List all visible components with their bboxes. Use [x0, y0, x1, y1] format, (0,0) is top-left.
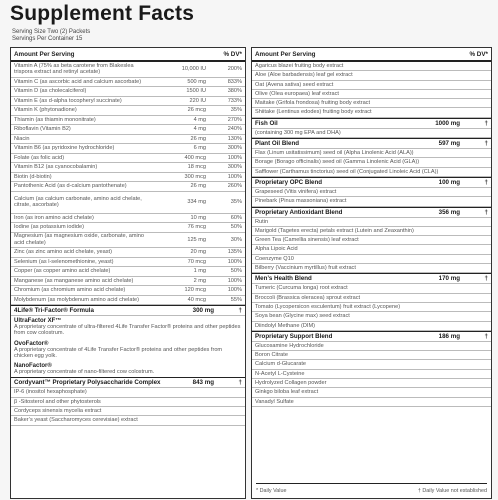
- ingredient-item: Hydrolyzed Collagen powder: [252, 379, 491, 388]
- nutrient-name: Zinc (as zinc amino acid chelate, yeast): [14, 249, 112, 256]
- nutrient-amount: 120 mcg: [184, 287, 206, 294]
- ingredient-item: Coenzyme Q10: [252, 255, 491, 264]
- nutrient-name: Thiamin (as thiamin mononitrate): [14, 116, 96, 123]
- ingredient-item: Ginkgo biloba leaf extract: [252, 388, 491, 397]
- nutrient-amount: 20 mg: [190, 249, 206, 256]
- nutrient-amount: 26 mcg: [187, 107, 206, 114]
- blend-dv: †: [484, 208, 488, 216]
- right-panel: [251, 47, 492, 499]
- nutrient-dv: 300%: [227, 145, 242, 152]
- nutrient-name: Calcium (as calcium carbonate, amino acid chelate, citrate, ascorbate): [14, 195, 142, 208]
- nutrient-amount: 10 mg: [190, 214, 206, 221]
- blend-amount: 186 mg: [438, 332, 460, 340]
- blend-name: Men’s Health Blend: [255, 275, 312, 283]
- nutrient-row: [11, 223, 245, 233]
- nutrient-name: Iodine (as potassium iodide): [14, 224, 84, 231]
- nutrient-amount: 26 mg: [190, 135, 206, 142]
- ingredient-item: Green Tea (Camellia sinensis) leaf extract: [252, 236, 491, 245]
- blend-dv: †: [484, 140, 488, 148]
- page-title: Supplement Facts: [10, 2, 195, 25]
- blend-amount: 1000 mg: [435, 119, 460, 127]
- ingredient-item: Broccoli (Brassica oleracea) sprout extract: [252, 294, 491, 303]
- nutrient-dv: 100%: [227, 287, 242, 294]
- nutrient-row: [11, 97, 245, 107]
- nutrient-name: Pantothenic Acid (as d-calcium pantothenate): [14, 183, 127, 190]
- nutrient-row: [11, 258, 245, 268]
- nutrient-amount: 26 mg: [190, 183, 206, 190]
- blend-dv: †: [238, 307, 242, 314]
- ingredient-item: Glucosamine Hydrochloride: [252, 342, 491, 351]
- nutrient-dv: 833%: [227, 78, 242, 85]
- ingredient-item: Bilberry (Vaccinium myrtillus) fruit extract: [252, 264, 491, 273]
- nutrient-dv: 50%: [230, 224, 242, 231]
- nutrient-name: Magnesium (as magnesium oxide, carbonate, amino acid chelate): [14, 233, 144, 246]
- nutrient-dv: 200%: [227, 66, 242, 73]
- ingredient-item: Diindolyl Methane (DIM): [252, 322, 491, 331]
- blend-dv: †: [484, 275, 488, 283]
- blend-name: Fish Oil: [255, 119, 278, 127]
- left-header: [11, 48, 245, 62]
- antioxidant-row: [252, 207, 491, 218]
- blend-amount: 597 mg: [438, 140, 460, 148]
- ingredient-item: Pinebark (Pinus massoniana) extract: [252, 197, 491, 206]
- antioxidant-items: [252, 218, 491, 274]
- blend-amount: 843 mg: [192, 379, 214, 387]
- blend-dv: †: [484, 178, 488, 186]
- ingredient-item: Borage (Borago officinalis) seed oil (Gamma Linolenic Acid (GLA)): [252, 158, 491, 167]
- nutrient-name: Vitamin A (75% as beta carotene from Blakeslea trispora extract and retinyl acetate): [14, 62, 134, 76]
- nutrient-row: [11, 116, 245, 126]
- opc-items: [252, 188, 491, 207]
- nutrient-row: [11, 135, 245, 145]
- blend-name: Proprietary OPC Blend: [255, 178, 323, 186]
- mens-health-items: [252, 284, 491, 330]
- nutrient-name: Vitamin D (as cholecalciferol): [14, 88, 87, 95]
- ingredient-title: UltraFactor XF™: [14, 318, 62, 324]
- nutrient-name: Iron (as iron amino acid chelate): [14, 214, 94, 221]
- dv-header: % DV*: [223, 50, 242, 58]
- ingredient-item: Maitake (Grifola frondosa) fruiting body extract: [252, 99, 491, 108]
- nutrient-name: Vitamin C (as ascorbic acid and calcium ascorbate): [14, 78, 142, 85]
- nutrient-amount: 220 IU: [189, 97, 206, 104]
- blend-name: 4Life® Tri-Factor® Formula: [14, 307, 94, 314]
- cordyvant-items: [11, 388, 245, 425]
- ingredient-item: Marigold (Tagetes erecta) petals extract (Lutein and Zeaxanthin): [252, 227, 491, 236]
- ingredient-item: Tomato (Lycopersicon esculentum) fruit extract (Lycopene): [252, 303, 491, 312]
- nutrient-name: Molybdenum (as molybdenum amino acid chelate): [14, 296, 139, 303]
- nutrient-amount: 4 mg: [193, 116, 206, 123]
- ingredient-item: Olive (Olea europaea) leaf extract: [252, 90, 491, 99]
- nutrient-dv: 130%: [227, 135, 242, 142]
- nutrient-name: Niacin: [14, 135, 30, 142]
- nutrient-row: [11, 87, 245, 97]
- ingredient-item: N-Acetyl L-Cysteine: [252, 370, 491, 379]
- nutrient-amount: 334 mg: [187, 199, 206, 205]
- tri-factor-items: [11, 316, 245, 377]
- nutrient-dv: 380%: [227, 88, 242, 95]
- nutrient-name: Riboflavin (Vitamin B2): [14, 126, 71, 133]
- blend-amount: 300 mg: [192, 307, 214, 314]
- blend-dv: †: [484, 119, 488, 127]
- blend-amount: 100 mg: [438, 178, 460, 186]
- serving-size: Serving Size Two (2) Packets: [12, 29, 91, 35]
- ingredient-item: Safflower (Carthamus tinctorius) seed oil (Conjugated Linoleic Acid (CLA)): [252, 168, 491, 177]
- nutrient-row: [11, 62, 245, 78]
- nutrient-dv: 100%: [227, 154, 242, 161]
- support-items: [252, 342, 491, 407]
- ingredient-item: Baker’s yeast (Saccharomyces cerevisiae) extract: [11, 416, 245, 425]
- nutrient-amount: 125 mg: [187, 236, 206, 243]
- nutrient-name: Manganese (as manganese amino acid chelate): [14, 277, 134, 284]
- nutrient-dv: 50%: [230, 268, 242, 275]
- plant-oil-row: [252, 138, 491, 149]
- nutrient-amount: 400 mcg: [184, 154, 206, 161]
- mens-health-row: [252, 273, 491, 284]
- fish-oil-sub: (containing 300 mg EPA and DHA): [252, 129, 491, 138]
- footnote-daily-value: * Daily Value: [256, 488, 287, 494]
- servings-per-container: Servings Per Container 15: [12, 36, 83, 42]
- ingredient-item: IP-6 (inositol hexaphosphate): [11, 388, 245, 397]
- nutrient-amount: 2 mg: [193, 277, 206, 284]
- nutrient-row: [11, 277, 245, 287]
- nutrient-dv: 260%: [227, 183, 242, 190]
- blend-name: Proprietary Support Blend: [255, 332, 333, 340]
- nutrient-row: [11, 144, 245, 154]
- nutrient-row: [11, 214, 245, 224]
- opc-row: [252, 177, 491, 188]
- nutrient-row: [11, 173, 245, 183]
- blend-name: Cordyvant™ Proprietary Polysaccharide Complex: [14, 379, 161, 387]
- nutrient-amount: 4 mg: [193, 126, 206, 133]
- nutrient-name: Copper (as copper amino acid chelate): [14, 268, 111, 275]
- ingredient-item: Calcium d-Glucarate: [252, 360, 491, 369]
- nutrient-row: [11, 106, 245, 116]
- nutrient-amount: 300 mcg: [184, 173, 206, 180]
- nutrient-list: [11, 62, 245, 305]
- ingredient-description: A proprietary concentrate of nano-filtered cow colostrum.: [14, 369, 155, 376]
- nutrient-name: Biotin (d-biotin): [14, 173, 52, 180]
- dv-header: % DV*: [469, 50, 488, 58]
- nutrient-row: [11, 125, 245, 135]
- nutrient-row: [11, 182, 245, 192]
- nutrient-amount: 70 mcg: [187, 258, 206, 265]
- cordyvant-row: [11, 377, 245, 388]
- blend-name: Plant Oil Blend: [255, 140, 300, 148]
- nutrient-amount: 1500 IU: [186, 88, 206, 95]
- nutrient-dv: 100%: [227, 258, 242, 265]
- nutrient-amount: 6 mg: [193, 145, 206, 152]
- nutrient-dv: 55%: [230, 296, 242, 303]
- ingredient-item: Grapeseed (Vitis vinifera) extract: [252, 188, 491, 197]
- ingredient-title: OvoFactor®: [14, 340, 49, 347]
- nutrient-dv: 270%: [227, 116, 242, 123]
- ingredient-item: β -Sitosterol and other phytosterols: [11, 398, 245, 407]
- nutrient-amount: 10,000 IU: [181, 66, 206, 73]
- ingredient-item: Flax (Linum usitatissimum) seed oil (Alpha Linolenic Acid (ALA)): [252, 149, 491, 158]
- nutrient-dv: 135%: [227, 249, 242, 256]
- footnotes: [256, 483, 487, 494]
- nutrient-amount: 500 mg: [187, 78, 206, 85]
- blend-amount: 170 mg: [438, 275, 460, 283]
- blend-dv: †: [484, 332, 488, 340]
- nutrient-row: [11, 248, 245, 258]
- nutrient-name: Chromium (as chromium amino acid chelate): [14, 287, 126, 294]
- ingredient-item: Agaricus blazei fruiting body extract: [252, 62, 491, 71]
- nutrient-name: Vitamin B12 (as cyanocobalamin): [14, 164, 98, 171]
- ingredient-item: Aloe (Aloe barbadensis) leaf gel extract: [252, 71, 491, 80]
- nutrient-amount: 76 mcg: [187, 224, 206, 231]
- plant-oil-items: [252, 149, 491, 177]
- nutrient-dv: 300%: [227, 164, 242, 171]
- nutrient-name: Vitamin K (phytonadione): [14, 107, 77, 114]
- ingredient-item: Alpha Lipoic Acid: [252, 245, 491, 254]
- left-panel: [10, 47, 246, 499]
- nutrient-row: [11, 163, 245, 173]
- tri-factor-row: [11, 305, 245, 316]
- ingredient-title: NanoFactor®: [14, 363, 52, 370]
- nutrient-row: [11, 286, 245, 296]
- nutrient-dv: 35%: [230, 107, 242, 114]
- nutrient-amount: 1 mg: [193, 268, 206, 275]
- nutrient-row: [11, 267, 245, 277]
- ingredient-item: Rutin: [252, 218, 491, 227]
- nutrient-amount: 18 mcg: [187, 164, 206, 171]
- nutrient-dv: 60%: [230, 214, 242, 221]
- nutrient-row: [11, 78, 245, 88]
- nutrient-name: Vitamin E (as d-alpha tocopheryl succinate): [14, 97, 122, 104]
- nutrient-row: [11, 233, 245, 249]
- blend-name: Proprietary Antioxidant Blend: [255, 208, 343, 216]
- nutrient-amount: 40 mcg: [187, 296, 206, 303]
- blend-amount: 356 mg: [438, 208, 460, 216]
- ingredient-item: Oat (Avena sativa) seed extract: [252, 81, 491, 90]
- ingredient-item: Tumeric (Curcuma longa) root extract: [252, 284, 491, 293]
- nutrient-dv: 100%: [227, 173, 242, 180]
- ingredient-item: Shiitake (Lentinus edodes) fruiting body extract: [252, 108, 491, 117]
- right-header: [252, 48, 491, 62]
- ingredient-item: Soya bean (Glycine max) seed extract: [252, 312, 491, 321]
- amount-per-serving-label: Amount Per Serving: [14, 50, 75, 58]
- ingredient-description: A proprietary concentrate of ultra-filtered 4Life Transfer Factor® proteins and other peptides from cow colostrum.: [14, 324, 241, 337]
- nutrient-dv: 35%: [230, 199, 242, 205]
- nutrient-name: Vitamin B6 (as pyridoxine hydrochloride): [14, 145, 115, 152]
- ingredient-item: Vanadyl Sulfate: [252, 398, 491, 407]
- nutrient-row: [11, 154, 245, 164]
- support-row: [252, 331, 491, 342]
- nutrient-dv: 733%: [227, 97, 242, 104]
- ingredient-description: A proprietary concentrate of 4Life Transfer Factor® proteins and other peptides from chicken egg yolk.: [14, 346, 223, 359]
- continued-items: [252, 62, 491, 118]
- nutrient-dv: 30%: [230, 236, 242, 243]
- nutrient-row: [11, 192, 245, 214]
- nutrient-name: Selenium (as l-selenomethionine, yeast): [14, 258, 114, 265]
- nutrient-row: [11, 296, 245, 306]
- blend-dv: †: [238, 379, 242, 387]
- footnote-not-established: † Daily Value not established: [417, 488, 487, 494]
- ingredient-item: Cordyceps sinensis mycelia extract: [11, 407, 245, 416]
- nutrient-dv: 240%: [227, 126, 242, 133]
- amount-per-serving-label: Amount Per Serving: [255, 50, 316, 58]
- fish-oil-row: [252, 118, 491, 129]
- nutrient-name: Folate (as folic acid): [14, 154, 65, 161]
- nutrient-dv: 100%: [227, 277, 242, 284]
- ingredient-item: Boron Citrate: [252, 351, 491, 360]
